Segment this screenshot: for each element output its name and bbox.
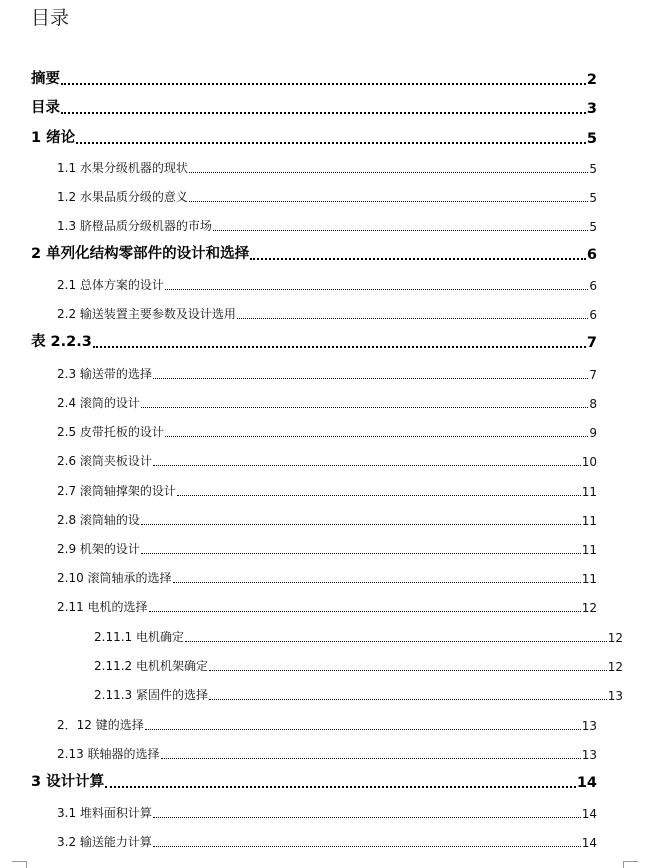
document-title: 目录 [31,7,70,29]
page-corner-mark [623,861,638,868]
leader-dots [105,785,576,788]
toc-page-number: 12 [607,660,623,674]
toc-page-number: 7 [589,368,597,382]
toc-page-number: 14 [576,775,597,791]
toc-page-number: 11 [581,485,597,499]
toc-page-number: 13 [581,748,597,762]
toc-entry-text[interactable]: 2．12 键的选择 [57,718,144,732]
toc-entry-text[interactable]: 1.2 水果品质分级的意义 [57,190,188,204]
leader-dots [153,464,581,466]
toc-entry-text[interactable]: 2.11.2 电机机架确定 [94,659,208,673]
leader-dots [161,757,581,759]
leader-dots [61,82,586,85]
leader-dots [237,317,588,319]
toc-entry-text[interactable]: 3.1 堆料面积计算 [57,806,152,820]
leader-dots [153,816,581,818]
leader-dots [145,728,581,730]
toc-page-number: 14 [581,807,597,821]
toc-page-number: 13 [581,719,597,733]
leader-dots [165,435,588,437]
toc-page-number: 11 [581,543,597,557]
toc-page-number: 9 [589,426,597,440]
leader-dots [149,610,581,612]
toc-entry-text[interactable]: 1.1 水果分级机器的现状 [57,161,188,175]
leader-dots [93,345,586,348]
toc-page-number: 3 [586,101,597,117]
leader-dots [141,523,581,525]
toc-entry-text[interactable]: 2.9 机架的设计 [57,542,140,556]
toc-entry-text[interactable]: 摘要 [31,71,60,87]
toc-page-number: 11 [581,572,597,586]
toc-entry-text[interactable]: 2.3 输送带的选择 [57,367,152,381]
leader-dots [173,581,581,583]
toc-entry-text[interactable]: 目录 [31,100,60,116]
toc-page-number: 11 [581,514,597,528]
toc-page-number: 14 [581,836,597,850]
leader-dots [141,406,588,408]
leader-dots [189,171,588,173]
toc-page-number: 5 [586,131,597,147]
leader-dots [177,494,581,496]
leader-dots [76,141,586,144]
toc-entry-text[interactable]: 2.6 滚筒夹板设计 [57,454,152,468]
toc-entry-text[interactable]: 2.11.3 紧固件的选择 [94,688,208,702]
toc-entry-text[interactable]: 表 2.2.3 [31,334,92,350]
leader-dots [153,845,581,847]
page-corner-mark [12,861,27,868]
toc-page-number: 5 [589,220,597,234]
toc-entry-text[interactable]: 1 绪论 [31,130,76,146]
leader-dots [141,552,581,554]
toc-page-number: 12 [581,601,597,615]
toc-entry-text[interactable]: 2.2 输送装置主要参数及设计选用 [57,307,236,321]
toc-page-number: 6 [589,308,597,322]
toc-page-number: 2 [586,72,597,88]
toc-entry-text[interactable]: 2.4 滚筒的设计 [57,396,140,410]
toc-entry-text[interactable]: 2.7 滚筒轴撑架的设计 [57,484,176,498]
toc-page-number: 7 [586,335,597,351]
toc-entry-text[interactable]: 3 设计计算 [31,774,105,790]
toc-entry-text[interactable]: 1.3 脐橙品质分级机器的市场 [57,219,212,233]
toc-entry-text[interactable]: 2.10 滚筒轴承的选择 [57,571,172,585]
leader-dots [213,229,588,231]
toc-entry-text[interactable]: 2 单列化结构零部件的设计和选择 [31,246,250,262]
toc-page-number: 6 [586,247,597,263]
toc-entry-text[interactable]: 3.2 输送能力计算 [57,835,152,849]
toc-entry-text[interactable]: 2.8 滚筒轴的设 [57,513,140,527]
leader-dots [250,257,586,260]
leader-dots [185,640,607,642]
toc-entry-text[interactable]: 2.1 总体方案的设计 [57,278,164,292]
toc-page-number: 5 [589,162,597,176]
leader-dots [209,669,607,671]
toc-entry-text[interactable]: 2.13 联轴器的选择 [57,747,160,761]
toc-page-number: 6 [589,279,597,293]
toc-page-number: 13 [607,689,623,703]
toc-page-number: 5 [589,191,597,205]
leader-dots [189,200,588,202]
toc-entry-text[interactable]: 2.5 皮带托板的设计 [57,425,164,439]
leader-dots [209,698,607,700]
toc-page-number: 12 [607,631,623,645]
toc-page-number: 8 [589,397,597,411]
leader-dots [61,111,586,114]
leader-dots [165,288,588,290]
toc-entry-text[interactable]: 2.11 电机的选择 [57,600,148,614]
leader-dots [153,377,588,379]
toc-entry-text[interactable]: 2.11.1 电机确定 [94,630,184,644]
toc-page-number: 10 [581,455,597,469]
